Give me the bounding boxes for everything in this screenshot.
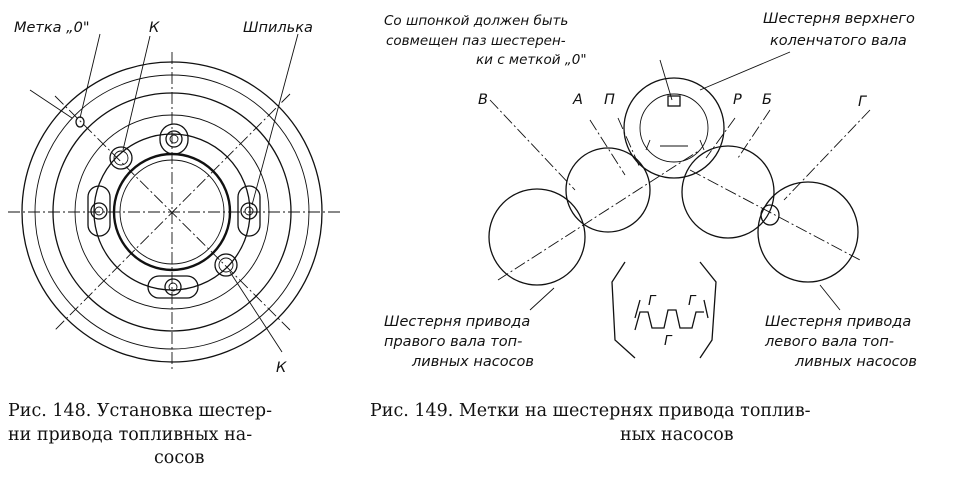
fig149-detail-g3: Г <box>664 333 672 349</box>
fig149-label-g: Г <box>858 94 867 110</box>
fig149-right-drive-line3: ливных насосов <box>412 354 534 370</box>
k-hole-bottom <box>215 254 237 276</box>
fig149-label-r: Р <box>733 92 742 108</box>
fig149-label-a: А <box>573 92 583 108</box>
slot-right <box>238 186 260 236</box>
mesh-mark <box>761 205 779 225</box>
fig149-right-drive-line2: правого вала топ- <box>384 334 523 350</box>
fig149-key-note-line1: Со шпонкой должен быть <box>384 13 569 29</box>
fig149-upper-gear-line2: коленчатого вала <box>770 33 907 49</box>
fig149-label-v: В <box>478 92 488 108</box>
fig148-caption-line3: сосов <box>154 448 205 468</box>
fig149-detail-g1: Г <box>648 293 656 309</box>
fig148-caption-line2: ни привода топливных на- <box>8 425 253 445</box>
upper-crankshaft-gear <box>624 78 724 178</box>
slot-top <box>160 124 188 154</box>
fig149-label-p: П <box>604 92 615 108</box>
zero-mark <box>76 117 84 127</box>
fig149-detail-g2: Г <box>688 293 696 309</box>
fig149-left-drive-line2: левого вала топ- <box>765 334 894 350</box>
fig149-caption-line2: ных насосов <box>620 425 734 445</box>
fig149-label-b: Б <box>762 92 772 108</box>
left-drive-gear <box>758 182 858 282</box>
slot-bottom <box>148 276 198 298</box>
fig148-k-bottom-label: К <box>276 360 287 376</box>
fig149-gear-train <box>489 52 870 358</box>
right-intermediate-gear <box>682 146 774 238</box>
fig148-gear-assembly <box>8 34 340 372</box>
fig149-left-drive-line3: ливных насосов <box>795 354 917 370</box>
fig149-key-note-line3: ки с меткой „0" <box>476 52 587 68</box>
fig148-stud-label: Шпилька <box>243 20 313 36</box>
slot-left <box>88 186 110 236</box>
k-hole-top <box>110 147 132 169</box>
fig148-mark-zero-label: Метка „0" <box>14 20 90 36</box>
fig149-upper-gear-line1: Шестерня верхнего <box>763 11 915 27</box>
right-drive-gear <box>489 189 585 285</box>
fig149-left-drive-line1: Шестерня привода <box>765 314 912 330</box>
fig149-caption-line1: Рис. 149. Метки на шестернях привода топлив- <box>370 401 811 421</box>
fig148-caption-line1: Рис. 148. Установка шестер- <box>8 401 273 421</box>
fig149-right-drive-line1: Шестерня привода <box>384 314 531 330</box>
fig148-k-top-label: К <box>149 20 160 36</box>
fig149-key-note-line2: совмещен паз шестерен- <box>386 33 566 49</box>
